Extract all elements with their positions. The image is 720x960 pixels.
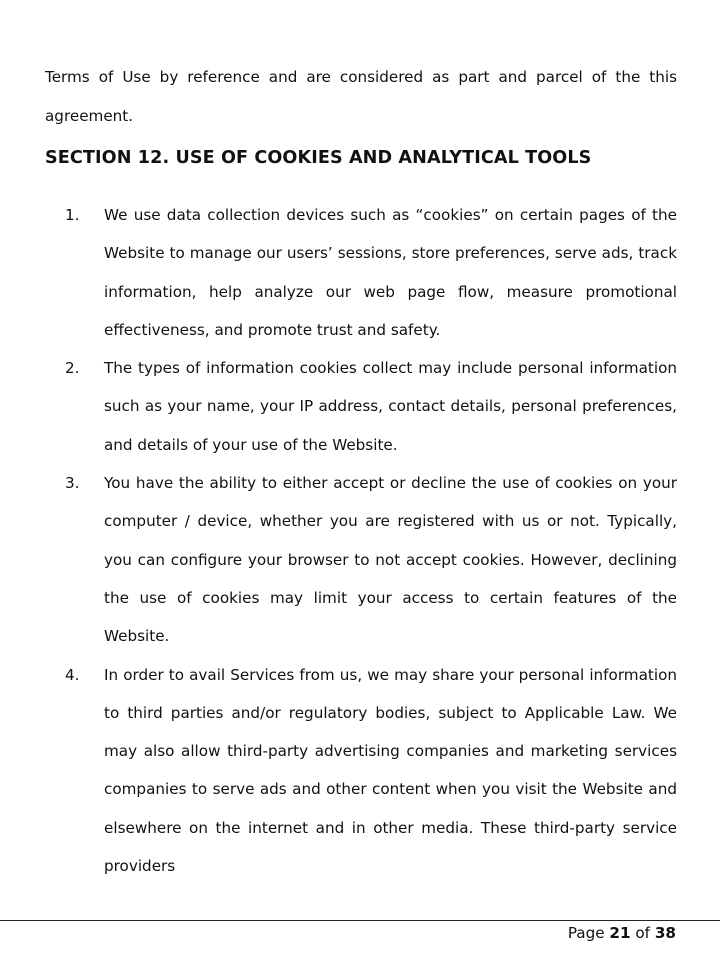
list-item-number: 1.	[65, 206, 80, 224]
list-item-number: 4.	[65, 665, 80, 684]
section-heading: SECTION 12. USE OF COOKIES AND ANALYTICAL TOOLS	[45, 148, 592, 168]
page-number-footer	[568, 922, 676, 944]
list-item	[0, 349, 720, 464]
page-label: Page	[567, 924, 605, 942]
intro-paragraph: Terms of Use by reference and are considered as part and parcel of the this agreement.	[45, 68, 677, 125]
list-item-number: 2.	[65, 359, 80, 378]
list-item-number: 3.	[65, 474, 80, 493]
list-item	[0, 464, 720, 655]
total-pages-number: 38	[654, 924, 676, 942]
list-item	[0, 196, 720, 349]
current-page-number: 21	[609, 924, 631, 942]
list-item-text: In order to avail Services from us, we may share your personal information to third parties and/or regulatory bodies, subject to Applicable Law. We may also allow third-party advertising companies and marketing services companies to serve ads and other content when you visit the Website and elsewhere on the internet and in other media. These third-party service providers	[104, 665, 677, 876]
of-label: of	[635, 924, 651, 942]
list-item-text: The types of information cookies collect may include personal information such as your name, your IP address, contact details, personal preferences, and details of your use of the Website.	[104, 359, 677, 454]
list-item-text: We use data collection devices such as “cookies” on certain pages of the Website to manage our users’ sessions, store preferences, serve ads, track information, help analyze our web page flow, measure promotional effectiveness, and promote trust and safety.	[104, 206, 677, 339]
cookies-list	[0, 196, 720, 885]
footer-divider	[0, 920, 720, 921]
list-item	[0, 656, 720, 886]
list-item-text: You have the ability to either accept or decline the use of cookies on your computer / device, whether you are registered with us or not. Typically, you can configure your browser to not accept cookies. However, declining the use of cookies may limit your access to certain features of the Website.	[104, 474, 677, 646]
